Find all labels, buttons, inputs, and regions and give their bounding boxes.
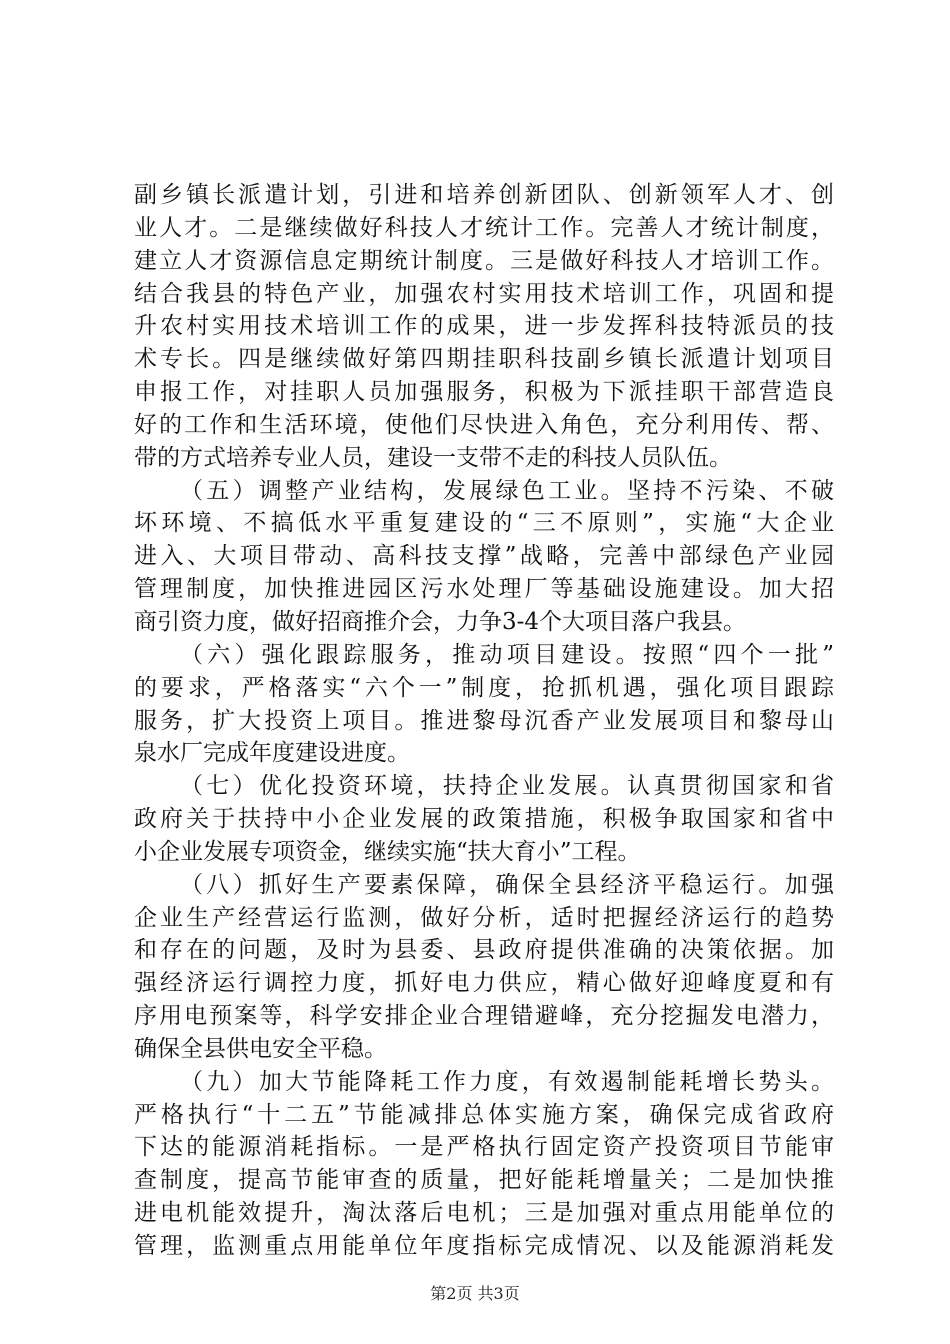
text-line: 确保全县供电安全平稳。 (134, 1035, 387, 1062)
text-line: 管理制度，加快推进园区污水处理厂等基础设施建设。加大招 (134, 576, 834, 603)
text-line: 结合我县的特色产业，加强农村实用技术培训工作，巩固和提 (134, 280, 834, 307)
text-line: 带的方式培养专业人员，建设一支带不走的科技人员队伍。 (134, 444, 732, 471)
text-line: 术专长。四是继续做好第四期挂职科技副乡镇长派遣计划项目 (134, 346, 834, 373)
text-line: 序用电预案等，科学安排企业合理错避峰，充分挖掘发电潜力， (134, 1003, 834, 1030)
text-line: 企业生产经营运行监测，做好分析，适时把握经济运行的趋势 (134, 904, 834, 931)
text-line: 好的工作和生活环境，使他们尽快进入角色，充分利用传、帮、 (134, 411, 834, 438)
text-line: 和存在的问题，及时为县委、县政府提供准确的决策依据。加 (134, 937, 834, 964)
text-line: 坏环境、不搞低水平重复建设的“三不原则”，实施“大企业 (134, 510, 834, 537)
text-line: 商引资力度，做好招商推介会，力争3-4个大项目落户我县。 (134, 608, 747, 635)
text-line: （七）优化投资环境，扶持企业发展。认真贯彻国家和省 (180, 773, 834, 800)
text-line: （五）调整产业结构，发展绿色工业。坚持不污染、不破 (180, 477, 834, 504)
text-line: 泉水厂完成年度建设进度。 (134, 740, 410, 767)
text-line: 政府关于扶持中小企业发展的政策措施，积极争取国家和省中 (134, 806, 834, 833)
text-line: 副乡镇长派遣计划，引进和培养创新团队、创新领军人才、创 (134, 182, 834, 208)
text-line: 进电机能效提升，淘汰落后电机；三是加强对重点用能单位的 (134, 1200, 834, 1227)
text-line: （九）加大节能降耗工作力度，有效遏制能耗增长势头。 (180, 1068, 834, 1095)
text-line: 管理，监测重点用能单位年度指标完成情况、以及能源消耗发 (134, 1233, 834, 1259)
text-line: 申报工作，对挂职人员加强服务，积极为下派挂职干部营造良 (134, 379, 834, 406)
text-line: 查制度，提高节能审查的质量，把好能耗增量关；二是加快推 (134, 1167, 834, 1194)
document-body (134, 179, 834, 1263)
text-line: 服务，扩大投资上项目。推进黎母沉香产业发展项目和黎母山 (134, 707, 834, 734)
text-line: 的要求，严格落实“六个一”制度，抢抓机遇，强化项目跟踪 (134, 674, 834, 701)
text-line: 升农村实用技术培训工作的成果，进一步发挥科技特派员的技 (134, 313, 834, 340)
text-line: （六）强化跟踪服务，推动项目建设。按照“四个一批” (180, 641, 834, 668)
page-number: 第2页 共3页 (430, 1284, 520, 1303)
text-line: 业人才。二是继续做好科技人才统计工作。完善人才统计制度， (134, 214, 834, 241)
text-line: 严格执行“十二五”节能减排总体实施方案，确保完成省政府 (134, 1101, 834, 1128)
text-line: 建立人才资源信息定期统计制度。三是做好科技人才培训工作。 (134, 247, 834, 274)
text-line: 小企业发展专项资金，继续实施“扶大育小”工程。 (134, 838, 641, 865)
text-line: 下达的能源消耗指标。一是严格执行固定资产投资项目节能审 (134, 1134, 834, 1161)
text-line: 进入、大项目带动、高科技支撑”战略，完善中部绿色产业园 (134, 543, 834, 570)
text-line: （八）抓好生产要素保障，确保全县经济平稳运行。加强 (180, 871, 834, 898)
text-line: 强经济运行调控力度，抓好电力供应，精心做好迎峰度夏和有 (134, 970, 834, 997)
